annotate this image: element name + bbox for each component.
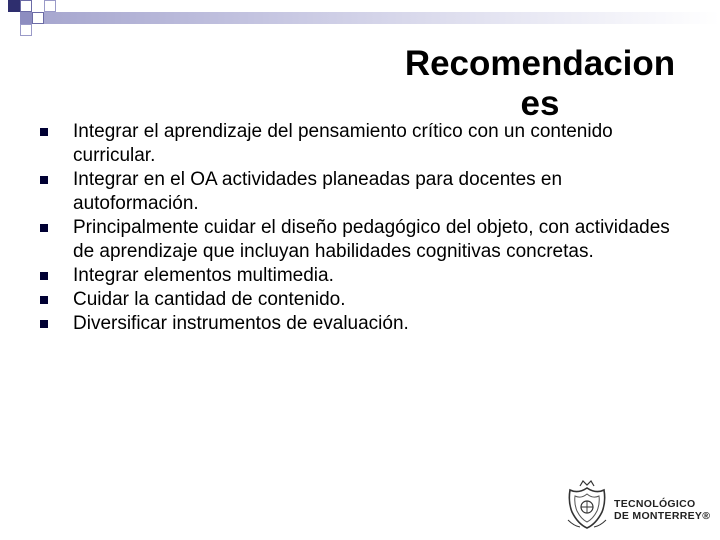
header-square <box>20 24 32 36</box>
logo-text <box>614 498 710 522</box>
square-bullet-icon <box>40 296 48 304</box>
bullet-item <box>40 168 680 216</box>
logo-line-2 <box>614 510 710 522</box>
slide-title: Recomendaciones <box>404 44 676 123</box>
bullet-text: Integrar el aprendizaje del pensamiento crítico con un contenido curricular. <box>73 121 613 166</box>
header-gradient-band <box>44 12 720 24</box>
bullet-item <box>40 216 680 264</box>
square-bullet-icon <box>40 320 48 328</box>
square-bullet-icon <box>40 272 48 280</box>
square-bullet-icon <box>40 128 48 136</box>
header-square <box>44 0 56 12</box>
square-bullet-icon <box>40 224 48 232</box>
registered-mark: ® <box>702 510 711 522</box>
institution-logo <box>566 480 716 530</box>
header-square <box>20 0 32 12</box>
bullet-text: Cuidar la cantidad de contenido. <box>73 289 346 310</box>
bullet-text: Integrar elementos multimedia. <box>73 265 334 286</box>
bullet-item <box>40 264 680 288</box>
bullet-list <box>40 120 680 336</box>
bullet-text: Integrar en el OA actividades planeadas para docentes en autoformación. <box>73 169 563 214</box>
bullet-item <box>40 120 680 168</box>
header-square <box>8 0 20 12</box>
header-square <box>20 12 32 24</box>
logo-line-2-text: DE MONTERREY <box>614 510 703 522</box>
bullet-text: Principalmente cuidar el diseño pedagógico del objeto, con actividades de aprendizaje que incluyan habilidades cognitivas concretas. <box>73 217 670 262</box>
bullet-item <box>40 288 680 312</box>
logo-line-1: TECNOLÓGICO <box>614 498 696 510</box>
square-bullet-icon <box>40 176 48 184</box>
bullet-text: Diversificar instrumentos de evaluación. <box>73 313 409 334</box>
institution-seal-icon <box>566 480 608 530</box>
header-square <box>32 12 44 24</box>
bullet-item <box>40 312 680 336</box>
